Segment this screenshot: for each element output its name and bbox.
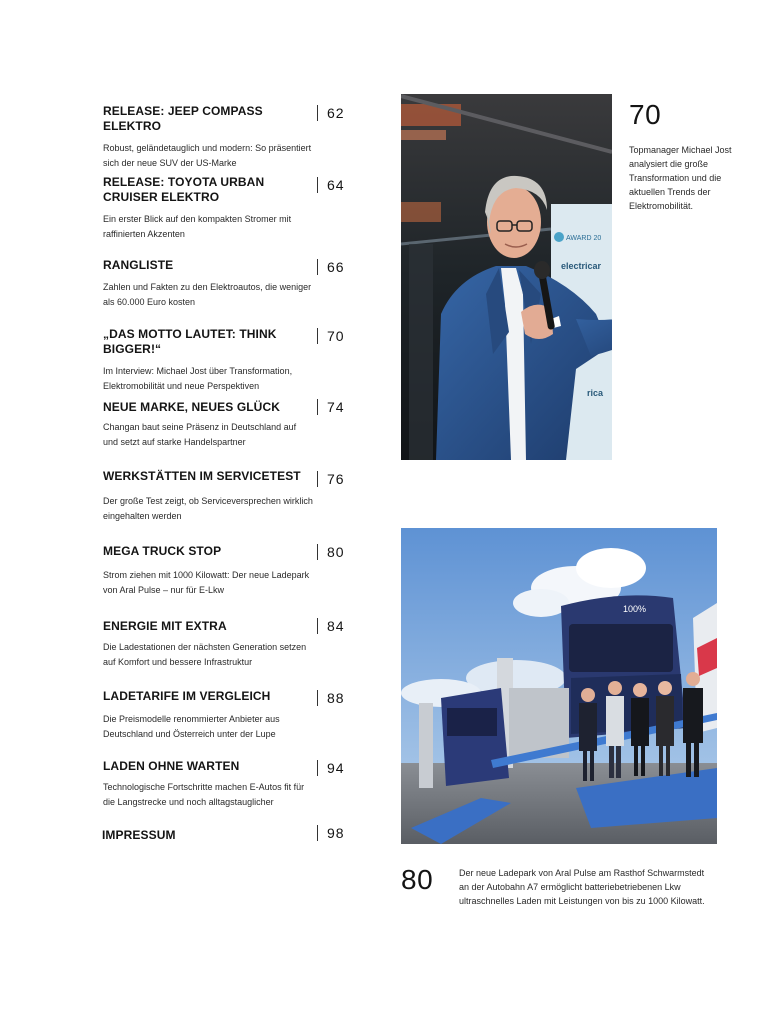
toc-page-number[interactable]: 80	[317, 544, 345, 560]
feature-1-page-number[interactable]: 70	[629, 99, 662, 130]
toc-entry-description: Changan baut seine Präsenz in Deutschland auf und setzt auf starke Handelspartner	[103, 422, 297, 447]
toc-page-number[interactable]: 98	[317, 825, 345, 841]
toc-page-number[interactable]: 76	[317, 471, 345, 487]
feature-2-caption: Der neue Ladepark von Aral Pulse am Rasthof Schwarmstedt an der Autobahn A7 ermöglicht batteriebetriebenen Lkw ultraschnelles Laden mit Leistungen von bis zu 1000 Kilowatt.	[459, 868, 705, 906]
toc-entry-laden-ohne-warten[interactable]	[103, 759, 353, 810]
toc-entry-description: Ein erster Blick auf den kompakten Stromer mit raffinierten Akzenten	[103, 214, 292, 239]
toc-entry-toyota-urban-cruiser[interactable]	[103, 175, 353, 242]
award-sign-text: AWARD 20	[566, 235, 602, 242]
toc-entry-mega-truck-stop[interactable]	[103, 544, 353, 598]
toc-page-number[interactable]: 64	[317, 177, 345, 193]
toc-entry-description: Zahlen und Fakten zu den Elektroautos, die weniger als 60.000 Euro kosten	[103, 282, 312, 307]
toc-entry-ladetarife[interactable]	[103, 689, 353, 742]
toc-page-number[interactable]: 66	[317, 259, 345, 275]
toc-entry-title: LADETARIFE IM VERGLEICH	[103, 689, 271, 703]
toc-page-number[interactable]: 62	[317, 105, 345, 121]
toc-page-number[interactable]: 70	[317, 328, 345, 344]
toc-entry-neue-marke[interactable]	[103, 400, 353, 450]
speaker-photo	[401, 94, 612, 460]
table-of-contents	[0, 0, 360, 1014]
toc-page-number[interactable]: 84	[317, 618, 345, 634]
toc-entry-description: Strom ziehen mit 1000 Kilowatt: Der neue Ladepark von Aral Pulse – nur für E-Lkw	[103, 570, 310, 595]
toc-entry-description: Im Interview: Michael Jost über Transformation, Elektromobilität und neue Perspektiven	[103, 366, 293, 391]
truck-charging-photo	[401, 528, 717, 844]
toc-entry-description: Der große Test zeigt, ob Serviceversprechen wirklich eingehalten werden	[103, 496, 313, 521]
toc-entry-title: LADEN OHNE WARTEN	[103, 759, 240, 773]
toc-entry-title: WERKSTÄTTEN IM SERVICETEST	[103, 469, 301, 483]
toc-page-number[interactable]: 88	[317, 690, 345, 706]
toc-entry-description: Robust, geländetauglich und modern: So präsentiert sich der neue SUV der US-Marke	[103, 143, 312, 168]
truck-label: 100%	[623, 604, 647, 614]
toc-entry-title: NEUE MARKE, NEUES GLÜCK	[103, 400, 280, 414]
toc-entry-title: RELEASE: TOYOTA URBAN CRUISER ELEKTRO	[103, 175, 265, 204]
toc-page-number[interactable]: 94	[317, 760, 345, 776]
toc-entry-interview-think-bigger[interactable]	[103, 327, 353, 394]
svg-text:rica: rica	[587, 388, 604, 398]
toc-entry-description: Die Preismodelle renommierter Anbieter aus Deutschland und Österreich unter der Lupe	[103, 714, 280, 739]
feature-2-page-number[interactable]: 80	[401, 864, 434, 895]
feature-1-caption: Topmanager Michael Jost analysiert die große Transformation und die aktuellen Trends der Elektromobilität.	[629, 145, 732, 211]
toc-entry-title: MEGA TRUCK STOP	[103, 544, 222, 558]
toc-entry-description: Die Ladestationen der nächsten Generation setzen auf Komfort und bessere Infrastruktur	[103, 642, 307, 667]
toc-entry-jeep-compass[interactable]	[103, 104, 353, 171]
toc-entry-title: ENERGIE MIT EXTRA	[103, 619, 227, 633]
toc-entry-title: RANGLISTE	[103, 258, 174, 272]
toc-entry-rangliste[interactable]	[103, 258, 353, 310]
toc-entry-title: RELEASE: JEEP COMPASS ELEKTRO	[103, 104, 263, 133]
toc-page-number[interactable]: 74	[317, 399, 345, 415]
toc-entry-description: Technologische Fortschritte machen E-Autos fit für die Langstrecke und noch alltagstauglicher	[103, 782, 305, 807]
toc-entry-title: „DAS MOTTO LAUTET: THINK BIGGER!“	[103, 327, 277, 356]
toc-entry-title: IMPRESSUM	[102, 828, 176, 842]
event-sign-text: electricar	[561, 261, 602, 271]
toc-entry-impressum[interactable]	[102, 828, 352, 843]
toc-entry-werkstaetten[interactable]	[103, 469, 353, 524]
toc-entry-energie-mit-extra[interactable]	[103, 619, 353, 670]
